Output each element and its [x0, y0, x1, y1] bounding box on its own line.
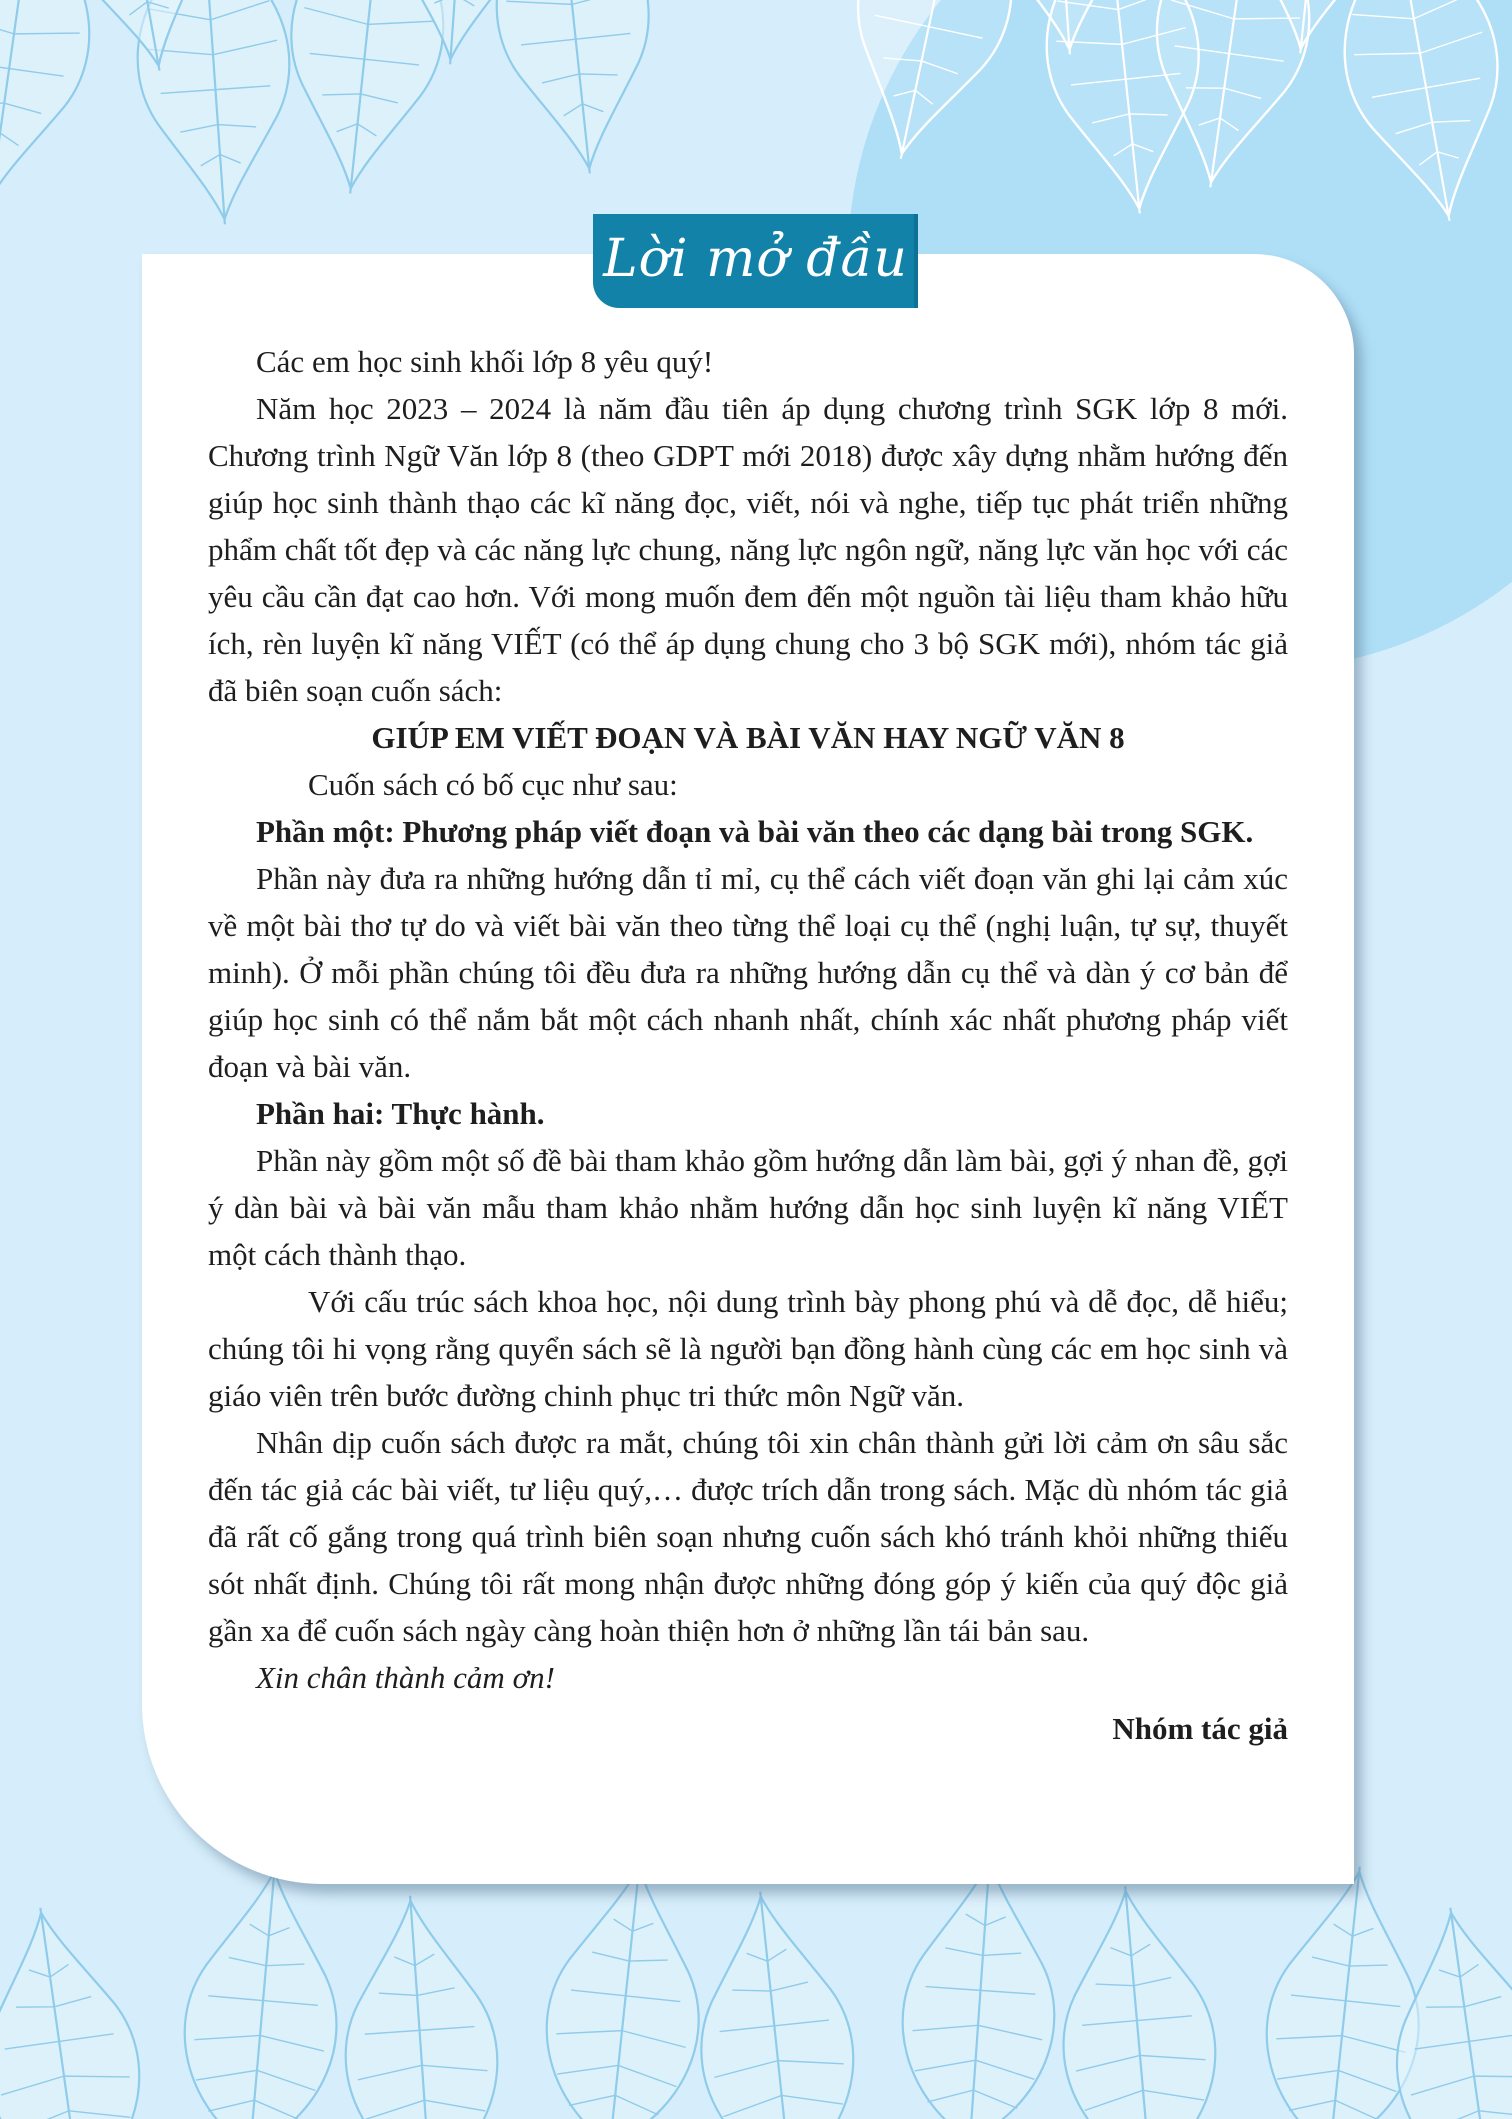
part-one-text: Phần này đưa ra những hướng dẫn tỉ mỉ, cụ thể cách viết đoạn văn ghi lại cảm xúc về một bài thơ tự do và viết bài văn theo từng thể loại cụ thể (nghị luận, tự sự, thuyết minh). Ở mỗi phần chúng tôi đều đưa ra những hướng dẫn cụ thể và dàn ý cơ bản để giúp học sinh có thể nắm bắt một cách nhanh nhất, chính xác nhất phương pháp viết đoạn và bài văn.: [208, 861, 1288, 1084]
thanks-paragraph: Nhân dịp cuốn sách được ra mắt, chúng tôi xin chân thành gửi lời cảm ơn sâu sắc đến tác giả các bài viết, tư liệu quý,… được trích dẫn trong sách. Mặc dù nhóm tác giả đã rất cố gắng trong quá trình biên soạn nhưng cuốn sách khó tránh khỏi những thiếu sót nhất định. Chúng tôi rất mong nhận được những đóng góp ý kiến của quý độc giả gần xa để cuốn sách ngày càng hoàn thiện hơn ở những lần tái bản sau.: [208, 1425, 1288, 1648]
book-title: GIÚP EM VIẾT ĐOẠN VÀ BÀI VĂN HAY NGỮ VĂN 8: [371, 720, 1125, 755]
structure-intro: Cuốn sách có bố cục như sau:: [308, 767, 678, 802]
closing-line: Xin chân thành cảm ơn!: [256, 1660, 555, 1695]
part-two-text: Phần này gồm một số đề bài tham khảo gồm hướng dẫn làm bài, gợi ý nhan đề, gợi ý dàn bài và bài văn mẫu tham khảo nhằm hướng dẫn học sinh luyện kĩ năng VIẾT một cách thành thạo.: [208, 1143, 1288, 1272]
part-one-heading: Phần một: Phương pháp viết đoạn và bài văn theo các dạng bài trong SGK.: [256, 814, 1254, 849]
signature: Nhóm tác giả: [1112, 1711, 1288, 1746]
page-heading: Lời mở đầu: [603, 229, 908, 289]
greeting: Các em học sinh khối lớp 8 yêu quý!: [256, 344, 714, 379]
hope-paragraph: Với cấu trúc sách khoa học, nội dung trình bày phong phú và dễ đọc, dễ hiểu; chúng tôi hi vọng rằng quyển sách sẽ là người bạn đồng hành cùng các em học sinh và giáo viên trên bước đường chinh phục tri thức môn Ngữ văn.: [208, 1284, 1288, 1413]
intro-paragraph: Năm học 2023 – 2024 là năm đầu tiên áp dụng chương trình SGK lớp 8 mới. Chương trình Ngữ Văn lớp 8 (theo GDPT mới 2018) được xây dựng nhằm hướng đến giúp học sinh thành thạo các kĩ năng đọc, viết, nói và nghe, tiếp tục phát triển những phẩm chất tốt đẹp và các năng lực chung, năng lực ngôn ngữ, năng lực văn học với các yêu cầu cần đạt cao hơn. Với mong muốn đem đến một nguồn tài liệu tham khảo hữu ích, rèn luyện kĩ năng VIẾT (có thể áp dụng chung cho 3 bộ SGK mới), nhóm tác giả đã biên soạn cuốn sách:: [208, 391, 1288, 708]
body-text: [208, 338, 1288, 1752]
heading-tab: [593, 214, 918, 308]
part-two-heading: Phần hai: Thực hành.: [256, 1096, 545, 1131]
